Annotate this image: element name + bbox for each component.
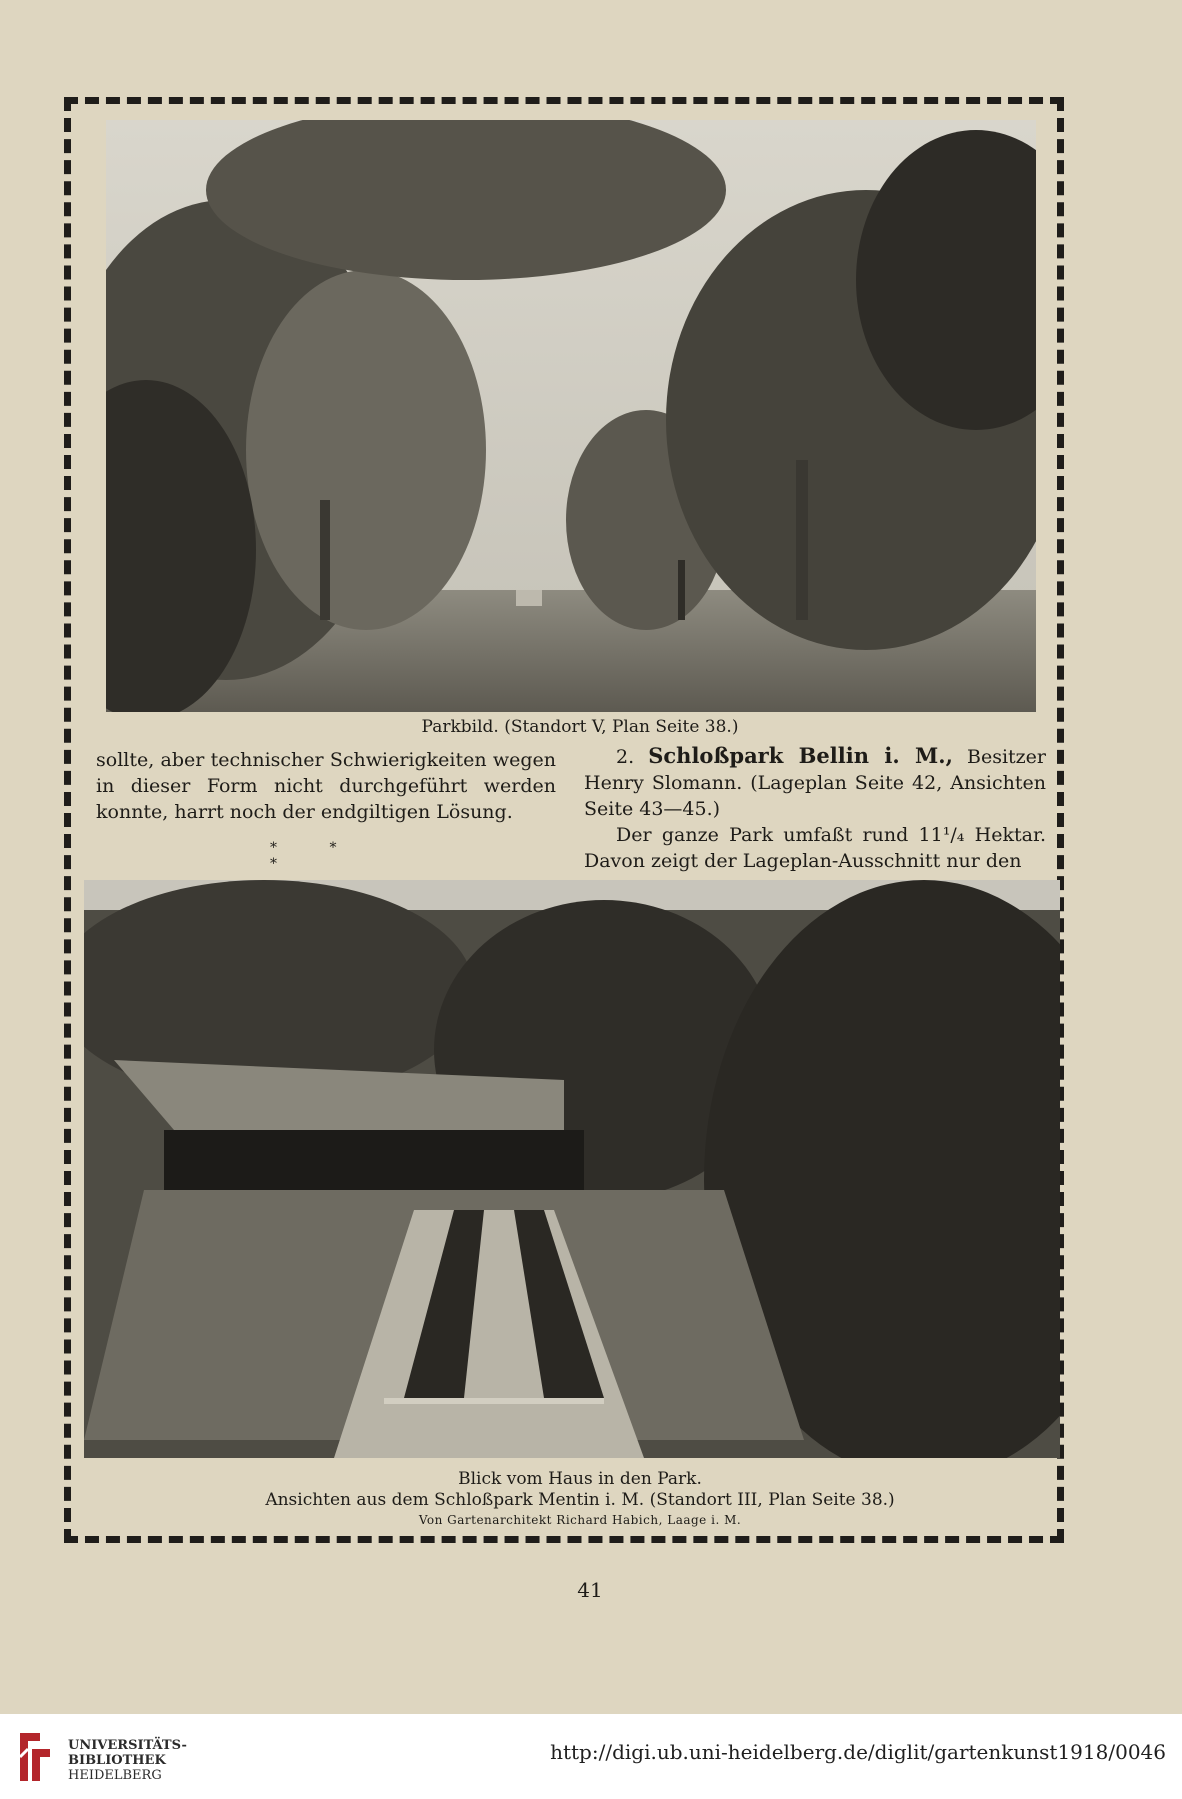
- right-text-column: [584, 743, 1046, 874]
- section-heading-paragraph: [584, 743, 1046, 822]
- right-paragraph: Der ganze Park umfaßt rund 11¹/₄ Hektar. Davon zeigt der Lageplan-Ausschnitt nur den: [584, 824, 1046, 872]
- library-name: [68, 1738, 187, 1783]
- section-title: Schloßpark Bellin i. M.,: [648, 743, 953, 768]
- page-number: 41: [577, 1578, 603, 1602]
- park-photo-top: [106, 120, 1036, 712]
- section-number: 2.: [616, 746, 649, 768]
- bottom-photo-credit: Von Gartenarchitekt Richard Habich, Laage i. M.: [418, 1513, 742, 1527]
- section-heading-rest: Besitzer Henry Slomann. (Lageplan Seite 42, Ansichten Seite 43—45.): [584, 746, 1046, 820]
- top-photo-caption: Parkbild. (Standort V, Plan Seite 38.): [421, 717, 739, 737]
- left-paragraph: sollte, aber technischer Schwierigkeiten wegen in dieser Form nicht durchgeführt werden konnte, harrt noch der endgiltigen Lösung.: [96, 749, 556, 823]
- park-photo-bottom: [84, 880, 1060, 1458]
- library-name-line-2: BIBLIOTHEK: [68, 1753, 166, 1768]
- library-name-line-3: HEIDELBERG: [68, 1768, 162, 1783]
- bottom-photo-caption-2: Ansichten aus dem Schloßpark Mentin i. M. (Standort III, Plan Seite 38.): [265, 1490, 895, 1510]
- source-url-link[interactable]: http://digi.ub.uni-heidelberg.de/diglit/gartenkunst1918/0046: [550, 1740, 1166, 1764]
- section-divider-asterisks: * * *: [270, 840, 361, 872]
- library-name-line-1: UNIVERSITÄTS-: [68, 1738, 187, 1753]
- bottom-photo-caption-1: Blick vom Haus in den Park.: [458, 1469, 702, 1489]
- library-logo-icon: [14, 1727, 56, 1787]
- left-text-column: [96, 747, 556, 825]
